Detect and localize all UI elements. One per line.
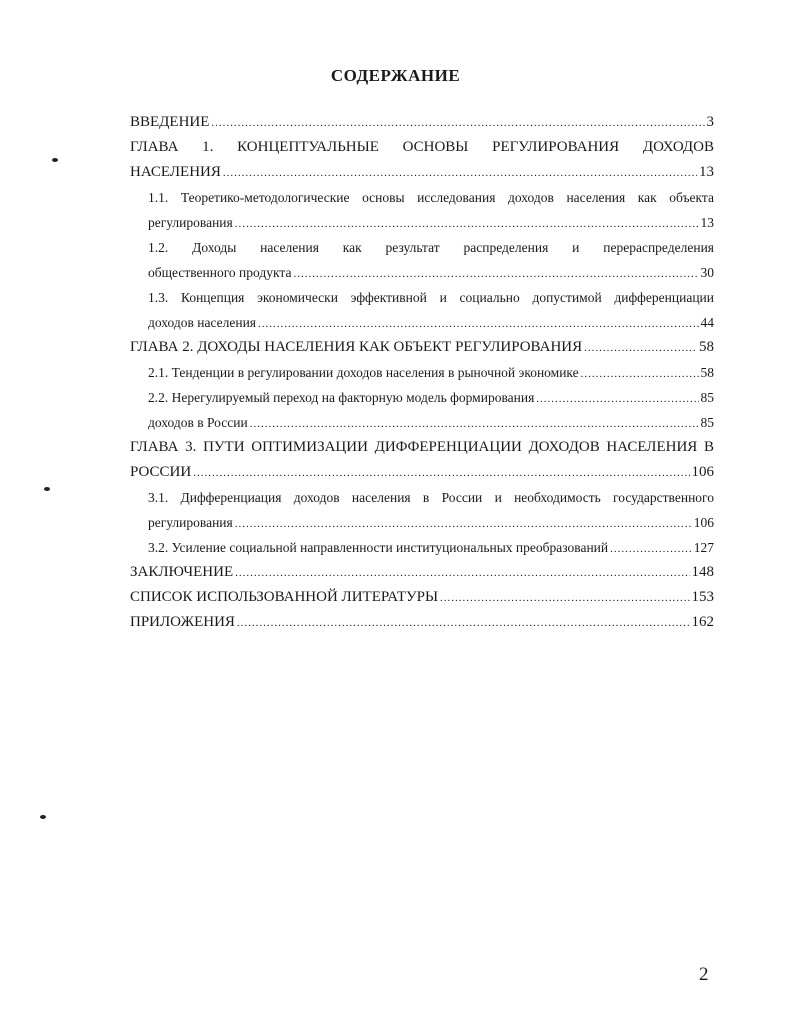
toc-entry-title-cont: регулирования <box>148 215 233 230</box>
toc-entry-title: ВВЕДЕНИЕ <box>130 114 210 130</box>
toc-entry-section-2-2[interactable] <box>148 385 714 410</box>
toc-leader-dots <box>293 262 698 287</box>
toc-entry-title: доходов в России <box>148 415 248 430</box>
toc-entry-section-2-2-cont[interactable] <box>148 410 714 435</box>
toc-entry-section-1-1-cont[interactable] <box>148 210 714 235</box>
toc-entry-title-cont: НАСЕЛЕНИЯ <box>130 164 221 180</box>
toc-page-number: 13 <box>700 215 714 230</box>
toc-entry-references[interactable] <box>130 585 714 610</box>
toc-entry-title: 1.1. Теоретико-методологические основы исследования доходов населения как объекта <box>148 190 714 205</box>
toc-entry-chapter-1[interactable] <box>130 135 714 160</box>
toc-entry-conclusion[interactable] <box>130 560 714 585</box>
scan-mark <box>44 487 50 491</box>
toc-entry-section-1-1[interactable] <box>148 185 714 210</box>
toc-leader-dots <box>237 611 690 636</box>
toc-page-number: 127 <box>693 540 714 555</box>
toc-page-number: 106 <box>693 515 714 530</box>
toc-leader-dots <box>440 586 689 611</box>
toc-leader-dots <box>235 512 692 537</box>
toc-entry-title-cont: общественного продукта <box>148 265 292 280</box>
toc-entry-title-cont: доходов населения <box>148 315 256 330</box>
toc-entry-title: 2.2. Нерегулируемый переход на факторную модель формирования <box>148 390 535 405</box>
toc-entry-section-3-1-cont[interactable] <box>148 510 714 535</box>
toc-page-number: 30 <box>700 265 714 280</box>
toc-entry-title: ГЛАВА 1. КОНЦЕПТУАЛЬНЫЕ ОСНОВЫ РЕГУЛИРОВАНИЯ ДОХОДОВ <box>130 139 714 155</box>
toc-entry-introduction[interactable] <box>130 110 714 135</box>
toc-leader-dots <box>250 412 699 437</box>
table-of-contents <box>130 110 714 635</box>
toc-page-number: 148 <box>691 564 714 580</box>
toc-entry-title: ГЛАВА 2. ДОХОДЫ НАСЕЛЕНИЯ КАК ОБЪЕКТ РЕГУЛИРОВАНИЯ <box>130 339 583 355</box>
toc-entry-appendices[interactable] <box>130 610 714 635</box>
toc-entry-title: 3.2. Усиление социальной направленности институциональных преобразований <box>148 540 609 555</box>
toc-entry-section-1-2-cont[interactable] <box>148 260 714 285</box>
page-number: 2 <box>699 964 709 985</box>
toc-entry-title: ЗАКЛЮЧЕНИЕ <box>130 564 234 580</box>
toc-entry-title: 1.3. Концепция экономически эффективной и социально допустимой дифференциации <box>148 290 714 305</box>
toc-page-number: 85 <box>700 390 714 405</box>
toc-page-number: 106 <box>691 464 714 480</box>
toc-entry-section-1-2[interactable] <box>148 235 714 260</box>
toc-entry-chapter-1-cont[interactable] <box>130 160 714 185</box>
toc-page-number: 58 <box>699 339 714 355</box>
toc-page-number: 44 <box>700 315 714 330</box>
toc-entry-chapter-2[interactable] <box>130 335 714 360</box>
toc-leader-dots <box>610 537 692 562</box>
toc-leader-dots <box>235 212 699 237</box>
toc-entry-section-1-3-cont[interactable] <box>148 310 714 335</box>
toc-entry-title-cont: регулирования <box>148 515 233 530</box>
scan-mark <box>52 158 58 162</box>
toc-leader-dots <box>581 362 699 387</box>
toc-page-number: 85 <box>700 415 714 430</box>
toc-leader-dots <box>584 336 697 361</box>
toc-page-number: 3 <box>706 114 714 130</box>
toc-entry-section-3-2[interactable] <box>148 535 714 560</box>
toc-leader-dots <box>223 161 697 186</box>
toc-entry-title: СПИСОК ИСПОЛЬЗОВАННОЙ ЛИТЕРАТУРЫ <box>130 589 439 605</box>
toc-entry-title: ПРИЛОЖЕНИЯ <box>130 614 235 630</box>
toc-entry-section-1-3[interactable] <box>148 285 714 310</box>
toc-entry-chapter-3-cont[interactable] <box>130 460 714 485</box>
toc-entry-chapter-3[interactable] <box>130 435 714 460</box>
toc-entry-title: 2.1. Тенденции в регулировании доходов населения в рыночной экономике <box>148 365 579 380</box>
toc-leader-dots <box>235 561 689 586</box>
scan-mark <box>40 815 46 819</box>
toc-page-number: 13 <box>699 164 714 180</box>
toc-entry-section-2-1[interactable] <box>148 360 714 385</box>
toc-page-number: 162 <box>691 614 714 630</box>
toc-leader-dots <box>536 387 698 412</box>
toc-entry-title: 1.2. Доходы населения как результат распределения и перераспределения <box>148 240 714 255</box>
toc-leader-dots <box>193 461 689 486</box>
toc-entry-section-3-1[interactable] <box>148 485 714 510</box>
toc-entry-title: ГЛАВА 3. ПУТИ ОПТИМИЗАЦИИ ДИФФЕРЕНЦИАЦИИ ДОХОДОВ НАСЕЛЕНИЯ В <box>130 439 714 455</box>
toc-leader-dots <box>211 111 704 136</box>
toc-page-number: 58 <box>700 365 714 380</box>
toc-entry-title: 3.1. Дифференциация доходов населения в России и необходимость государственного <box>148 490 714 505</box>
toc-page-number: 153 <box>691 589 714 605</box>
toc-entry-title-cont: РОССИИ <box>130 464 192 480</box>
page-title: СОДЕРЖАНИЕ <box>330 66 461 85</box>
toc-leader-dots <box>258 312 699 337</box>
